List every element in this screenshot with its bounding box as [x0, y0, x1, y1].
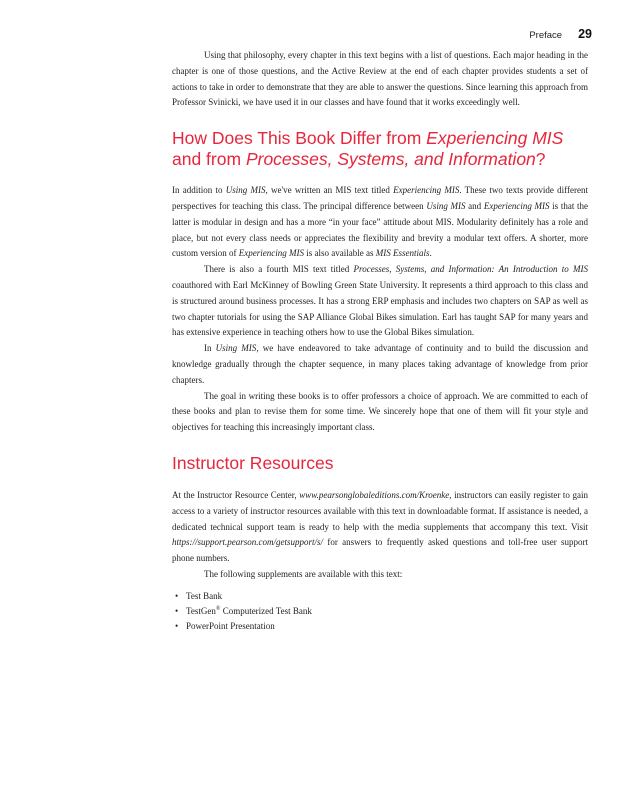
heading-title-experiencing-mis: Experiencing MIS [426, 128, 564, 149]
running-header [529, 27, 592, 41]
book-title: Experiencing MIS [393, 185, 460, 196]
heading-text: ? [535, 149, 546, 170]
page-body [172, 48, 588, 634]
text-run: and [465, 200, 484, 211]
section-heading-instructor-resources: Instructor Resources [172, 452, 334, 473]
heading-title-processes: Processes, Systems, and Information [245, 149, 536, 170]
bullet-icon: • [175, 590, 179, 601]
list-item [172, 589, 588, 604]
list-item-label: TestGen [186, 605, 216, 616]
section-heading-book-differences [172, 128, 588, 170]
support-url: https://support.pearson.com/getsupport/s/ [172, 537, 324, 548]
text-run: is also available as [303, 248, 376, 259]
list-item [172, 619, 588, 634]
book-title: MIS Essentials [375, 248, 430, 259]
paragraph-differences-3 [172, 341, 588, 388]
text-run: is that the latter is modular in design and has a more “in your face” attitude about MIS. Modularity definitely has a role and place, but not every class needs or appreciates the flexibility and brevity a modular text offers. A shorter, more custom version of [172, 200, 589, 259]
bullet-icon: • [175, 620, 179, 631]
book-title: Processes, Systems, and Information: An Introduction to MIS [353, 264, 588, 275]
book-title: Using MIS [215, 343, 257, 354]
text-run: , we've written an MIS text titled [265, 185, 394, 196]
text-run: At the Instructor Resource Center, [172, 489, 300, 500]
book-title: Using MIS [225, 185, 266, 196]
paragraph-resources-2: The following supplements are available with this text: [204, 568, 403, 579]
book-title: Experiencing MIS [238, 248, 304, 259]
book-title: Using MIS [426, 200, 466, 211]
list-item-label: Test Bank [186, 590, 223, 601]
text-run: , we have endeavored to take advantage of continuity and to build the discussion and knowledge gradually through the chapter sequence, in many places taking advantage of knowledge from prior chapters. [172, 343, 589, 385]
running-header-section: Preface [529, 30, 563, 41]
resource-center-url: www.pearsonglobaleditions.com/Kroenke [299, 489, 450, 500]
supplements-list [172, 589, 588, 634]
paragraph-differences-2 [172, 262, 588, 341]
paragraph-resources-1 [172, 488, 588, 567]
registered-mark: ® [215, 605, 221, 612]
intro-paragraph: Using that philosophy, every chapter in this text begins with a list of questions. Each major heading in the chapter is one of those questions, and the Active Review at the end of each chapter provides students a set of actions to take in order to demonstrate that they are able to answer the questions. Since learning this approach from Professor Svinicki, we have used it in our classes and have found that it works exceedingly well. [172, 50, 588, 108]
text-run: . These two texts provide different perspectives for teaching this class. The principal difference between [172, 185, 588, 211]
paragraph-differences-1 [172, 183, 588, 262]
page-number: 29 [578, 27, 592, 41]
text-run: There is also a fourth MIS text titled [204, 264, 354, 275]
paragraph-differences-4: The goal in writing these books is to offer professors a choice of approach. We are committed to each of these books and plan to revise them for some time. We sincerely hope that one of them will fit your style and objectives for teaching this increasingly important class. [172, 390, 588, 433]
heading-text: How Does This Book Differ from [172, 128, 427, 149]
text-run: , instructors can easily register to gain access to a variety of instructor resources available with this text in downloadable format. If assistance is needed, a dedicated technical support team is ready to help with the media supplements that accompany this text. Visit [172, 489, 588, 532]
list-item-label: PowerPoint Presentation [186, 620, 275, 631]
text-run: In addition to [172, 185, 226, 196]
text-run: . [429, 248, 432, 259]
text-run: In [204, 343, 216, 354]
text-run: for answers to frequently asked questions and toll-free user support phone numbers. [172, 537, 588, 564]
bullet-icon: • [175, 605, 179, 616]
list-item-label: Computerized Test Bank [220, 605, 312, 616]
text-run: coauthored with Earl McKinney of Bowling Green State University. It represents a third approach to this class and is structured around business processes. It has a strong ERP emphasis and includes two chapters on SAP as well as two chapter tutorials for using the SAP Alliance Global Bikes simulation. Earl has taught SAP for many years and has extensive experience in teaching others how to use the Global Bikes simulation. [172, 279, 588, 338]
heading-text: and from [172, 149, 246, 170]
book-title: Experiencing MIS [483, 200, 550, 211]
list-item [172, 604, 588, 619]
